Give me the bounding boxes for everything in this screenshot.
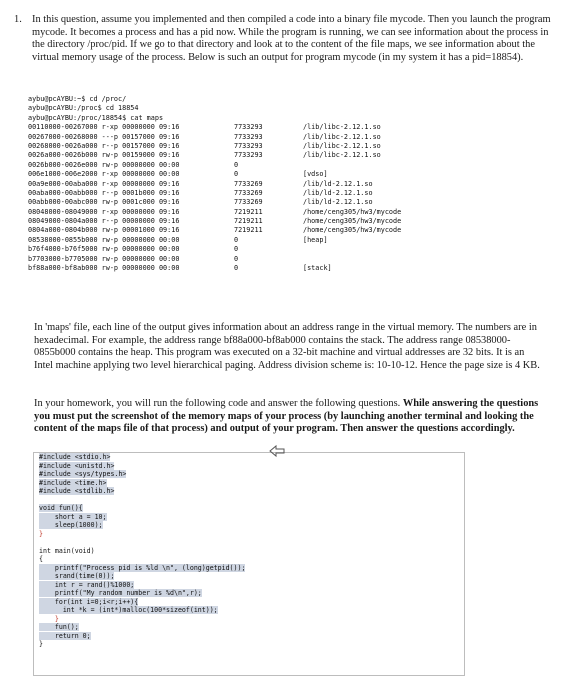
maps-inode: 7733269 [234, 188, 263, 197]
code-line: for(int i=0;i<r;i++){ [39, 597, 139, 606]
maps-pathname: [stack] [303, 264, 332, 273]
maps-inode: 0 [234, 235, 239, 244]
code-line: fun(); [39, 623, 79, 631]
maps-pathname: /home/ceng305/hw3/mycode [303, 226, 402, 235]
maps-row [28, 226, 448, 235]
maps-pathname: [vdso] [303, 170, 328, 179]
maps-address-range: 00268000-0026a000 r--p 00157000 09:16 [28, 141, 180, 150]
instructions-normal-text: In your homework, you will run the following code and answer the following questions. [34, 398, 401, 409]
maps-inode: 7733293 [234, 132, 263, 141]
code-line: printf("Process pid is %ld \n", (long)getpid()); [39, 563, 246, 572]
code-line: int main(void) [39, 546, 95, 555]
code-line: int *k = (int*)malloc(100*sizeof(int)); [39, 606, 218, 614]
code-line [34, 496, 464, 505]
maps-address-range: 08048000-08049000 r-xp 00000000 09:16 [28, 207, 180, 216]
maps-inode: 7219211 [234, 207, 263, 216]
maps-row [28, 161, 448, 170]
question-1 [14, 14, 554, 64]
maps-row [28, 170, 448, 179]
maps-address-range: b76f4000-b76f5000 rw-p 00000000 00:00 [28, 245, 180, 254]
maps-address-range: b7703000-b7705000 rw-p 00000000 00:00 [28, 254, 180, 263]
maps-address-range: 00267000-00268000 ---p 00157000 09:16 [28, 132, 180, 141]
terminal-prompt-line: aybu@pcAYBU:/proc$ cd 18854 [28, 104, 139, 113]
homework-instructions-paragraph [34, 398, 544, 436]
maps-inode: 0 [234, 254, 239, 263]
maps-address-range: 0026b000-0026e000 rw-p 00000000 00:00 [28, 160, 180, 169]
code-line: printf("My random number is %d\n",r); [39, 589, 202, 597]
mouse-cursor-icon [269, 444, 285, 458]
maps-address-range: 08049000-0804a000 r--p 00000000 09:16 [28, 217, 180, 226]
maps-row [28, 255, 448, 264]
maps-pathname: /lib/libc-2.12.1.so [303, 151, 381, 160]
code-line: } [39, 640, 43, 648]
maps-pathname: /lib/libc-2.12.1.so [303, 123, 381, 132]
maps-inode: 7733269 [234, 198, 263, 207]
maps-address-range: 0804a000-0804b000 rw-p 00001000 09:16 [28, 226, 180, 235]
maps-inode: 7733293 [234, 123, 263, 132]
code-line: #include <unistd.h> [39, 461, 115, 470]
terminal-output [28, 95, 448, 273]
maps-pathname: /lib/ld-2.12.1.so [303, 179, 373, 188]
maps-address-range: 00a9e000-00aba000 r-xp 00000000 09:16 [28, 179, 180, 188]
maps-inode: 7219211 [234, 226, 263, 235]
maps-inode: 7733269 [234, 179, 263, 188]
maps-row [28, 198, 448, 207]
maps-row [28, 208, 448, 217]
question-number: 1. [14, 14, 22, 25]
maps-address-range: 08538000-0855b000 rw-p 00000000 00:00 [28, 235, 180, 244]
maps-address-range: 00110000-00267000 r-xp 00000000 09:16 [28, 123, 180, 132]
maps-table [28, 123, 448, 273]
maps-row [28, 245, 448, 254]
code-line: void fun(){ [39, 504, 83, 512]
maps-inode: 7733293 [234, 151, 263, 160]
code-line: srand(time(0)); [39, 572, 115, 580]
maps-inode: 0 [234, 264, 239, 273]
maps-row [28, 189, 448, 198]
code-line: return 0; [39, 631, 91, 640]
maps-inode: 0 [234, 245, 239, 254]
instructions-bold-text: While answering the questions you must put the screenshot of the memory maps of your process (by launching another terminal and looking the content of the maps file of that process) and output of your program. Then answer the questions accordingly. [34, 398, 539, 435]
code-line: #include <stdio.h> [39, 453, 111, 461]
code-line: int r = rand()%1000; [39, 580, 135, 589]
maps-row [28, 264, 448, 273]
code-line: #include <sys/types.h> [39, 470, 127, 478]
question-intro: In this question, assume you implemented and then compiled a code into a binary file mycode. Then you launch the program mycode. It becomes a process and has a pid now. While the program is running, we can see information about the process in the directory /proc/pid. If we go to that directory and look at to the content of the file maps, we see information about the virtual memory usage of the process. Below is such an output for program mycode (in my system it has a pid=18854). [32, 14, 551, 63]
maps-address-range: 0026a000-0026b000 rw-p 00159000 09:16 [28, 151, 180, 160]
maps-row [28, 217, 448, 226]
maps-row [28, 133, 448, 142]
maps-explanation-paragraph: In 'maps' file, each line of the output gives information about an address range in the virtual memory. The numbers are in hexadecimal. For example, the address range bf88a000-bf8ab000 contains the stack. The address range 08538000-0855b000 contains the heap. This program was executed on a 32-bit machine and virtual addresses are 32 bits. It is an Intel machine applying two level hierarchical paging. Address division scheme is: 10-10-12. Hence the page size is 4 KB. [34, 322, 540, 371]
maps-pathname: /lib/ld-2.12.1.so [303, 198, 373, 207]
maps-inode: 0 [234, 160, 239, 169]
terminal-prompt-line: aybu@pcAYBU:/proc/18854$ cat maps [28, 113, 164, 122]
code-listing [33, 452, 465, 676]
maps-pathname: /lib/libc-2.12.1.so [303, 141, 381, 150]
code-line: { [39, 555, 43, 563]
code-line: #include <stdlib.h> [39, 487, 115, 495]
maps-pathname: /lib/libc-2.12.1.so [303, 132, 381, 141]
maps-address-range: bf88a000-bf8ab000 rw-p 00000000 00:00 [28, 264, 180, 273]
maps-row [28, 180, 448, 189]
code-line [34, 538, 464, 547]
maps-inode: 7219211 [234, 217, 263, 226]
maps-address-range: 00aba000-00abb000 r--p 0001b000 09:16 [28, 188, 180, 197]
maps-row [28, 151, 448, 160]
code-line: } [39, 614, 59, 623]
code-line: short a = 10; [39, 512, 107, 521]
maps-inode: 0 [234, 170, 239, 179]
maps-address-range: 00abb000-00abc000 rw-p 0001c000 09:16 [28, 198, 180, 207]
maps-pathname: /lib/ld-2.12.1.so [303, 188, 373, 197]
maps-row [28, 123, 448, 132]
code-line: sleep(1000); [39, 521, 103, 529]
maps-pathname: [heap] [303, 235, 328, 244]
maps-address-range: 006e1000-006e2000 r-xp 00000000 00:00 [28, 170, 180, 179]
maps-inode: 7733293 [234, 141, 263, 150]
maps-row [28, 142, 448, 151]
maps-pathname: /home/ceng305/hw3/mycode [303, 217, 402, 226]
terminal-prompt-line: aybu@pcAYBU:~$ cd /proc/ [28, 95, 127, 103]
maps-row [28, 236, 448, 245]
code-line: } [39, 529, 43, 538]
maps-pathname: /home/ceng305/hw3/mycode [303, 207, 402, 216]
code-line: #include <time.h> [39, 478, 107, 487]
